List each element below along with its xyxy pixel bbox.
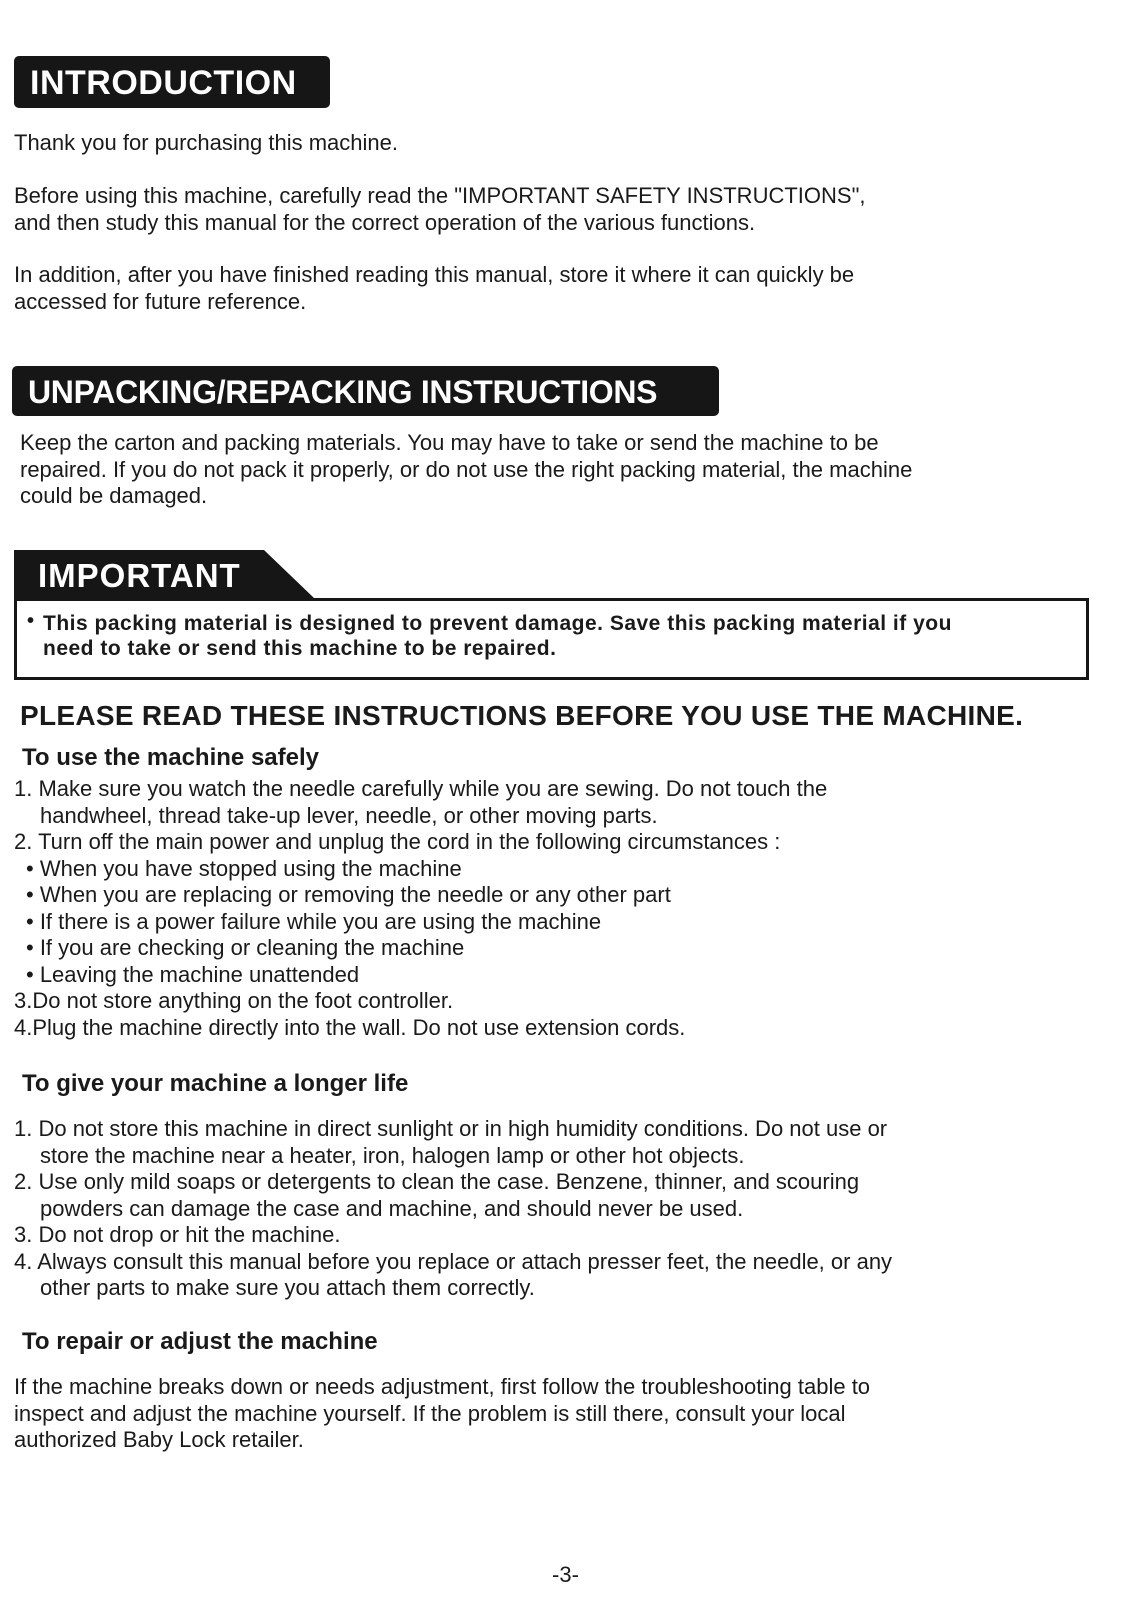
important-line-2: need to take or send this machine to be repaired. xyxy=(43,637,557,660)
introduction-heading: INTRODUCTION xyxy=(14,56,330,108)
longer-life-list xyxy=(14,1116,892,1302)
bullet-icon: • xyxy=(27,610,35,632)
safely-heading: To use the machine safely xyxy=(22,744,319,771)
list-item: 1. Make sure you watch the needle carefully while you are sewing. Do not touch the xyxy=(14,776,828,801)
safely-list xyxy=(14,776,827,1041)
list-item: 2. Turn off the main power and unplug the cord in the following circumstances : xyxy=(14,829,781,854)
repair-paragraph: If the machine breaks down or needs adjustment, first follow the troubleshooting table to inspect and adjust the machine yourself. If the problem is still there, consult your local authorized Baby Lock retailer. xyxy=(14,1374,871,1452)
list-item: • If you are checking or cleaning the machine xyxy=(26,935,465,960)
important-label: IMPORTANT xyxy=(38,557,241,594)
list-item: other parts to make sure you attach them correctly. xyxy=(40,1275,535,1300)
intro-paragraph-2: Before using this machine, carefully read the "IMPORTANT SAFETY INSTRUCTIONS", and then study this manual for the correct operation of the various functions. xyxy=(14,183,866,235)
list-item: handwheel, thread take-up lever, needle, or other moving parts. xyxy=(40,802,658,828)
list-item: • When you are replacing or removing the needle or any other part xyxy=(26,882,671,907)
list-item: • Leaving the machine unattended xyxy=(26,961,360,987)
unpacking-paragraph: Keep the carton and packing materials. You may have to take or send the machine to be repaired. If you do not pack it properly, or do not use the right packing material, the machine could be damaged. xyxy=(20,430,913,508)
list-item: 4.Plug the machine directly into the wall. Do not use extension cords. xyxy=(14,1014,686,1040)
list-item: powders can damage the case and machine, and should never be used. xyxy=(40,1195,744,1221)
important-text xyxy=(27,611,1078,661)
unpacking-heading: UNPACKING/REPACKING INSTRUCTIONS xyxy=(12,366,719,416)
list-item: 3. Do not drop or hit the machine. xyxy=(14,1222,341,1247)
read-instructions-heading: PLEASE READ THESE INSTRUCTIONS BEFORE YOU USE THE MACHINE. xyxy=(20,700,1024,731)
list-item: • When you have stopped using the machine xyxy=(26,855,462,881)
list-item: 3.Do not store anything on the foot controller. xyxy=(14,988,454,1013)
intro-paragraph-3: In addition, after you have finished reading this manual, store it where it can quickly be accessed for future reference. xyxy=(14,262,855,314)
list-item: 1. Do not store this machine in direct sunlight or in high humidity conditions. Do not use or xyxy=(14,1116,888,1141)
list-item: store the machine near a heater, iron, halogen lamp or other hot objects. xyxy=(40,1142,745,1168)
page-number: -3- xyxy=(552,1562,579,1587)
list-item: 2. Use only mild soaps or detergents to clean the case. Benzene, thinner, and scouring xyxy=(14,1169,860,1194)
intro-paragraph-1: Thank you for purchasing this machine. xyxy=(14,130,398,155)
repair-heading: To repair or adjust the machine xyxy=(22,1328,378,1355)
longer-life-heading: To give your machine a longer life xyxy=(22,1070,409,1097)
list-item: 4. Always consult this manual before you replace or attach presser feet, the needle, or any xyxy=(14,1248,893,1274)
list-item: • If there is a power failure while you are using the machine xyxy=(26,908,602,934)
important-notice xyxy=(14,550,1089,678)
important-line-1: This packing material is designed to prevent damage. Save this packing material if you xyxy=(43,612,952,635)
important-box xyxy=(14,598,1089,680)
